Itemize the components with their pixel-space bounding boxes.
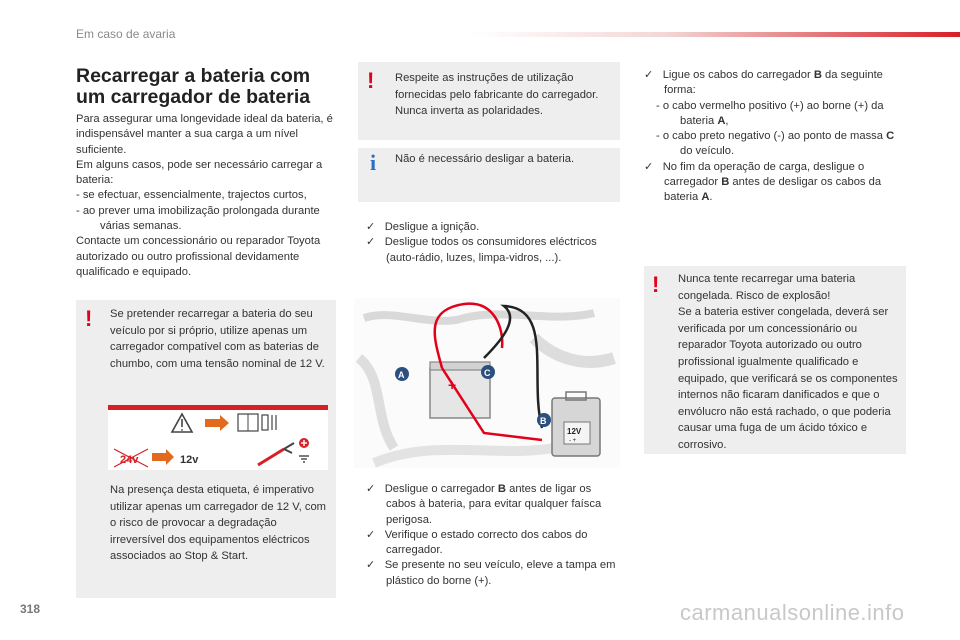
header-title: Em caso de avaria (76, 27, 176, 41)
intro-p2: Em alguns casos, pode ser necessário carregar a bateria: (76, 158, 323, 187)
warning-left-text: Se pretender recarregar a bateria do seu veículo por si próprio, utilize apenas um carregador compatível com as baterias de chumbo, com uma tensão nominal de 12 V. (110, 308, 325, 370)
header-bar (470, 32, 960, 37)
warning-right-text (678, 271, 900, 454)
label-c: C (484, 368, 491, 378)
label-explanation-text: Na presença desta etiqueta, é imperativo utilizar apenas um carregador de 12 V, com o risco de provocar a degradação irreversível dos equipamentos eléctricos associados ao Stop & Start. (110, 484, 326, 563)
step-bullet-icon: ✓ (366, 483, 385, 495)
step-item: ✓ Desligue todos os consumidores eléctricos (auto-rádio, luzes, limpa-vidros, ...). (366, 236, 597, 264)
intro-dash2: - ao prever uma imobilização prolongada durante várias semanas. (76, 204, 320, 233)
step-item: ✓ Se presente no seu veículo, eleve a tampa em plástico do borne (+). (366, 559, 616, 587)
warning-right-p1: Nunca tente recarregar uma bateria congelada. Risco de explosão! (678, 273, 856, 302)
watermark: carmanualsonline.info (680, 600, 905, 625)
warning-icon-mid: ! (367, 68, 375, 93)
steps-right (644, 68, 908, 206)
svg-text:- +: - + (569, 438, 577, 444)
steps-mid-bottom (366, 482, 622, 589)
step-item: ✓ Desligue a ignição. (366, 221, 480, 233)
step-bullet-icon: ✓ (366, 236, 385, 249)
step-item: ✓ Verifique o estado correcto dos cabos do carregador. (366, 528, 588, 557)
warning-right-p2: Se a bateria estiver congelada, deverá ser verificada por um concessionário ou reparador Toyota autorizado ou outro profissional igualmente qualificado e equipado, que verificará se os componentes internos não ficaram danificados e que o envólucro não está rachado, o que poderia causar uma fuga de um ácido tóxico e corrosivo. (678, 306, 898, 451)
label-24v: 24v (120, 454, 139, 466)
battery-charger-illustration (354, 298, 620, 468)
intro-p3: Contacte um concessionário ou reparador Toyota autorizado ou outro profissional devidamente qualificado e equipado. (76, 235, 321, 278)
step-bullet-icon: ✓ (644, 69, 663, 81)
step-item: ✓ No fim da operação de carga, desligue o carregador B antes de desligar os cabos da bateria A. (644, 160, 882, 204)
label-12v: 12v (180, 454, 199, 466)
info-mid-text: Não é necessário desligar a bateria. (395, 153, 575, 165)
section-title: Recarregar a bateria com um carregador de bateria (76, 65, 311, 108)
warning-mid-text: Respeite as instruções de utilização fornecidas pelo fabricante do carregador. Nunca inverta as polaridades. (395, 72, 599, 118)
sub-step-item: - o cabo vermelho positivo (+) ao borne (+) da bateria A, (656, 99, 884, 127)
sub-step-item: - o cabo preto negativo (-) ao ponto de massa C do veículo. (656, 130, 895, 158)
intro-dash1: - se efectuar, essencialmente, trajectos curtos, (76, 189, 307, 202)
warning-icon: ! (85, 306, 93, 331)
label-b: B (540, 416, 547, 426)
step-bullet-icon: ✓ (366, 559, 385, 572)
intro-text (76, 112, 338, 280)
step-bullet-icon: ✓ (644, 160, 663, 173)
warning-icon-right: ! (652, 272, 660, 297)
svg-text:+: + (448, 377, 457, 393)
charger-label: 12V (567, 427, 582, 436)
step-item: ✓ Ligue os cabos do carregador B da seguinte forma: (644, 69, 883, 97)
step-bullet-icon: ✓ (366, 528, 385, 541)
step-bullet-icon: ✓ (366, 221, 385, 233)
page-number: 318 (20, 602, 41, 616)
step-item: ✓ Desligue o carregador B antes de ligar os cabos à bateria, para evitar qualquer faísca perigosa. (366, 483, 602, 526)
info-icon: i (370, 150, 377, 175)
steps-mid-top (366, 220, 622, 266)
stop-start-label-image (108, 405, 328, 470)
intro-p1: Para assegurar uma longevidade ideal da bateria, é indispensável manter a sua carga a um nível suficiente. (76, 113, 333, 156)
label-a: A (398, 370, 405, 380)
